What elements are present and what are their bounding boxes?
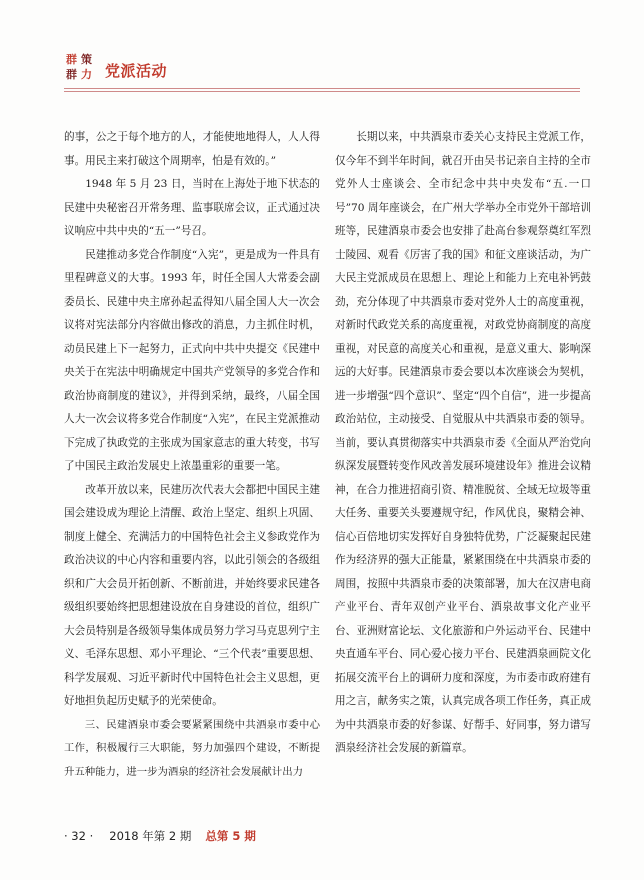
- header-divider: [64, 88, 580, 89]
- magazine-logo: [64, 52, 94, 82]
- issue-label: 2018 年第 2 期: [109, 829, 192, 843]
- left-column: [64, 126, 320, 784]
- paragraph: 民建推动多党合作制度“入宪”，更是成为一件具有里程碑意义的大事。1993 年，时任全国人大常委会副委员长、民建中央主席孙起孟得知八届全国人大一次会议将对宪法部分内容做出修改的消息，力主抓住时机，动员民建上下一起努力，正式向中共中央提交《民建中央关于在宪法中明确规定中国共产党领导的多党合作和政治协商制度的建议》，并得到采纳，最终，八届全国人大一次会议将多党合作制度“入宪”，在民主党派推动下完成了执政党的主张成为国家意志的重大转变，书写了中国民主政治发展史上浓墨重彩的重要一笔。: [64, 248, 320, 472]
- logo-char: 力: [81, 68, 92, 81]
- issue-total-label: 总第 5 期: [205, 829, 256, 843]
- paragraph: 的事，公之于每个地方的人，才能使地地得人，人人得事。用民主来打破这个周期率，怕是有效的。”: [64, 131, 320, 167]
- paragraph: 长期以来，中共酒泉市委关心支持民主党派工作，仅今年不到半年时间，就召开由吴书记亲自主持的全市党外人士座谈会、全市纪念中共中央发布“五.一口号”70 周年座谈会，在广州大学举办全市党外干部培训班等，民建酒泉市委会也安排了赴高台参观祭奠红军烈士陵园、观看《厉害了我的国》和征文座谈活动，为广大民主党派成员在思想上、理论上和能力上充电补钙鼓劲，充分体现了中共酒泉市委对党外人士的高度重视，对新时代政党关系的高度重视，对政党协商制度的高度重视，对民意的高度关心和重视，是意义重大、影响深远的大好事。民建酒泉市委会要以本次座谈会为契机，进一步增强“四个意识”、坚定“四个自信”，进一步提高政治站位，主动接受、自觉服从中共酒泉市委的领导。当前，要认真贯彻落实中共酒泉市委《全面从严治党向纵深发展暨转变作风改善发展环境建设年》推进会议精神，在合力推进招商引资、精准脱贫、全域无垃圾等重大任务、重要关头要遵规守纪，作风优良，聚精会神、信心百倍地切实发挥好自身独特优势，广泛凝聚起民建作为经济界的强大正能量，紧紧围绕在中共酒泉市委的周围，按照中共酒泉市委的决策部署，加大在汉唐电商产业平台、青年双创产业平台、酒泉故事文化产业平台、亚洲财富论坛、文化旅游和户外运动平台、民建中央直通车平台、同心爱心接力平台、民建酒泉画院文化拓展交流平台上的调研力度和深度，为市委市政府建有用之言，献务实之策，认真完成各项工作任务，真正成为中共酒泉市委的好参谋、好帮手、好同事，努力谱写酒泉经济社会发展的新篇章。: [335, 131, 591, 754]
- paragraph: 改革开放以来，民建历次代表大会都把中国民主建国会建设成为理论上清醒、政治上坚定、组织上巩固、制度上健全、充满活力的中国特色社会主义参政党作为政治决议的中心内容和重要内容，以此引领会的各级组织和广大会员开拓创新、不断前进，并始终要求民建各级组织要始终把思想建设放在自身建设的首位，组织广大会员特别是各级领导集体成员努力学习马克思列宁主义、毛泽东思想、邓小平理论、“三个代表”重要思想、科学发展观、习近平新时代中国特色社会主义思想，更好地担负起历史赋予的光荣使命。: [64, 483, 320, 707]
- logo-char: 群: [66, 68, 77, 81]
- logo-char: 策: [81, 53, 92, 66]
- page-footer: [64, 828, 256, 844]
- right-column: [335, 126, 591, 761]
- header-divider-thin: [64, 91, 580, 92]
- paragraph: 1948 年 5 月 23 日，当时在上海处于地下状态的民建中央秘密召开常务理、监事联席会议，正式通过决议响应中共中央的“五一”号召。: [64, 178, 320, 237]
- section-title: 党派活动: [105, 62, 168, 80]
- logo-char: 群: [66, 53, 77, 66]
- page-number: · 32 ·: [64, 829, 94, 843]
- section-subheading: 三、民建酒泉市委会要紧紧围绕中共酒泉市委中心工作，积极履行三大职能，努力加强四个建设，不断提升五种能力，进一步为酒泉的经济社会发展献计出力: [64, 718, 320, 778]
